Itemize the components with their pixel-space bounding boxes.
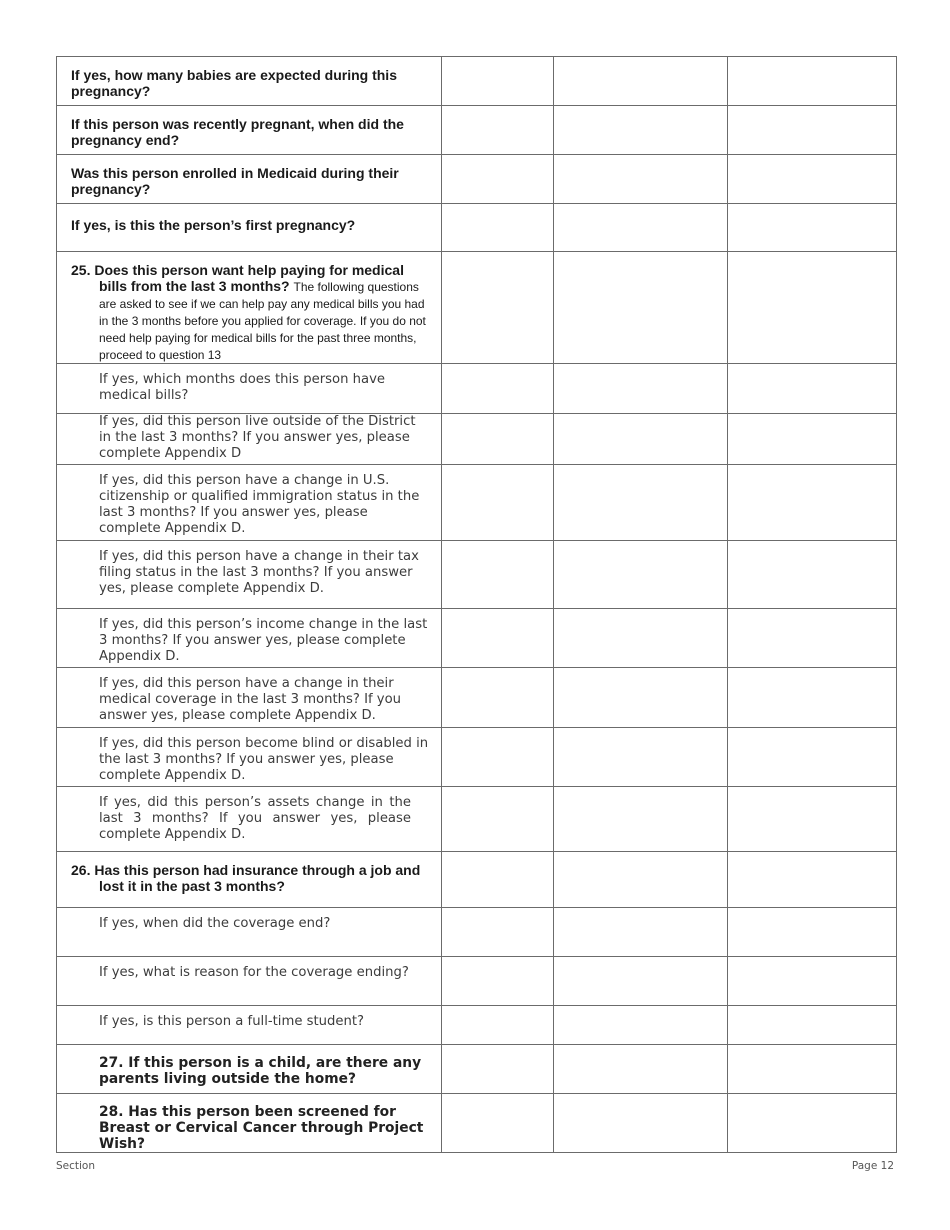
question-first-pregnancy: If yes, is this the person’s first pregnancy? bbox=[71, 217, 356, 233]
answer-cell[interactable] bbox=[554, 57, 728, 106]
answer-cell[interactable] bbox=[554, 465, 728, 541]
answer-cell[interactable] bbox=[728, 364, 897, 414]
answer-cell[interactable] bbox=[554, 364, 728, 414]
answer-cell[interactable] bbox=[728, 106, 897, 155]
table-row bbox=[57, 957, 897, 1006]
answer-cell[interactable] bbox=[554, 252, 728, 364]
answer-cell[interactable] bbox=[442, 106, 554, 155]
answer-cell[interactable] bbox=[442, 728, 554, 787]
answer-cell[interactable] bbox=[554, 957, 728, 1006]
question-blind-disabled: If yes, did this person become blind or disabled in the last 3 months? If you answer yes, please complete Appendix D. bbox=[99, 736, 429, 783]
answer-cell[interactable] bbox=[728, 465, 897, 541]
answer-cell[interactable] bbox=[442, 541, 554, 609]
question-25-medical-bills bbox=[57, 252, 441, 363]
table-row bbox=[57, 414, 897, 465]
footer-section-label: Section bbox=[56, 1160, 96, 1172]
table-row bbox=[57, 106, 897, 155]
answer-cell[interactable] bbox=[554, 155, 728, 204]
answer-cell[interactable] bbox=[728, 414, 897, 465]
answer-cell[interactable] bbox=[728, 668, 897, 728]
answer-cell[interactable] bbox=[442, 609, 554, 668]
answer-cell[interactable] bbox=[442, 204, 554, 252]
answer-cell[interactable] bbox=[554, 414, 728, 465]
question-citizenship-change: If yes, did this person have a change in U.S. citizenship or qualified immigration status in the last 3 months? If you answer yes, please complete Appendix D. bbox=[99, 473, 420, 536]
answer-cell[interactable] bbox=[728, 541, 897, 609]
question-live-outside: If yes, did this person live outside of the District in the last 3 months? If you answer yes, please complete Appendix D bbox=[99, 414, 416, 461]
table-row bbox=[57, 668, 897, 728]
question-coverage-end: If yes, when did the coverage end? bbox=[99, 916, 331, 931]
table-row bbox=[57, 364, 897, 414]
question-coverage-change: If yes, did this person have a change in their medical coverage in the last 3 months? If you answer yes, please complete Appendix D. bbox=[99, 676, 402, 723]
answer-cell[interactable] bbox=[554, 609, 728, 668]
answer-cell[interactable] bbox=[554, 728, 728, 787]
table-row bbox=[57, 252, 897, 364]
question-babies-expected: If yes, how many babies are expected during this pregnancy? bbox=[71, 67, 397, 99]
answer-cell[interactable] bbox=[442, 908, 554, 957]
answer-cell[interactable] bbox=[728, 852, 897, 908]
answer-cell[interactable] bbox=[728, 1045, 897, 1094]
answer-cell[interactable] bbox=[442, 1006, 554, 1045]
question-28-project-wish: 28. Has this person been screened for Breast or Cervical Cancer through Project Wish? bbox=[99, 1104, 424, 1152]
question-medicaid-pregnancy: Was this person enrolled in Medicaid during their pregnancy? bbox=[71, 165, 399, 197]
question-25-body bbox=[71, 278, 427, 363]
table-row bbox=[57, 787, 897, 852]
question-tax-filing-change: If yes, did this person have a change in their tax filing status in the last 3 months? If you answer yes, please complete Appendix D. bbox=[99, 549, 419, 596]
table-row bbox=[57, 155, 897, 204]
answer-cell[interactable] bbox=[728, 609, 897, 668]
answer-cell[interactable] bbox=[728, 787, 897, 852]
answer-cell[interactable] bbox=[554, 106, 728, 155]
answer-cell[interactable] bbox=[442, 252, 554, 364]
answer-cell[interactable] bbox=[442, 414, 554, 465]
table-row bbox=[57, 728, 897, 787]
answer-cell[interactable] bbox=[442, 155, 554, 204]
answer-cell[interactable] bbox=[442, 668, 554, 728]
table-row bbox=[57, 1006, 897, 1045]
table-row bbox=[57, 465, 897, 541]
question-25-title-line2: bills from the last 3 months? bbox=[99, 278, 290, 294]
answer-cell[interactable] bbox=[442, 1045, 554, 1094]
question-assets-change: If yes, did this person’s assets change in the last 3 months? If you answer yes, please complete Appendix D. bbox=[99, 795, 411, 842]
answer-cell[interactable] bbox=[728, 204, 897, 252]
answer-cell[interactable] bbox=[554, 852, 728, 908]
answer-cell[interactable] bbox=[442, 1094, 554, 1153]
question-full-time-student: If yes, is this person a full-time student? bbox=[99, 1014, 365, 1029]
question-25-note: The following questions are asked to see if we can help pay any medical bills you had in the 3 months before you applied for coverage. If you do not need help paying for medical bills for the past three months, proceed to question 13 bbox=[99, 280, 426, 362]
answer-cell[interactable] bbox=[554, 1094, 728, 1153]
answer-cell[interactable] bbox=[442, 787, 554, 852]
answer-cell[interactable] bbox=[554, 541, 728, 609]
answer-cell[interactable] bbox=[728, 57, 897, 106]
answer-cell[interactable] bbox=[728, 908, 897, 957]
question-27-parents-outside: 27. If this person is a child, are there any parents living outside the home? bbox=[99, 1055, 422, 1087]
answer-cell[interactable] bbox=[442, 957, 554, 1006]
answer-cell[interactable] bbox=[554, 908, 728, 957]
table-row bbox=[57, 1045, 897, 1094]
table-row bbox=[57, 541, 897, 609]
answer-cell[interactable] bbox=[442, 57, 554, 106]
answer-cell[interactable] bbox=[442, 852, 554, 908]
table-row bbox=[57, 852, 897, 908]
question-coverage-reason: If yes, what is reason for the coverage ending? bbox=[99, 965, 409, 980]
answer-cell[interactable] bbox=[728, 1094, 897, 1153]
answer-cell[interactable] bbox=[554, 668, 728, 728]
answer-cell[interactable] bbox=[728, 1006, 897, 1045]
question-months-bills: If yes, which months does this person have medical bills? bbox=[99, 372, 385, 403]
question-pregnancy-end: If this person was recently pregnant, when did the pregnancy end? bbox=[71, 116, 404, 148]
table-row bbox=[57, 204, 897, 252]
form-table bbox=[56, 56, 897, 1153]
table-row bbox=[57, 1094, 897, 1153]
question-26-lost-insurance bbox=[57, 852, 441, 894]
question-income-change: If yes, did this person’s income change in the last 3 months? If you answer yes, please complete Appendix D. bbox=[99, 617, 428, 664]
answer-cell[interactable] bbox=[728, 957, 897, 1006]
answer-cell[interactable] bbox=[728, 252, 897, 364]
answer-cell[interactable] bbox=[554, 787, 728, 852]
answer-cell[interactable] bbox=[442, 364, 554, 414]
table-row bbox=[57, 609, 897, 668]
table-row bbox=[57, 908, 897, 957]
answer-cell[interactable] bbox=[728, 155, 897, 204]
question-25-title-line1: 25. Does this person want help paying for medical bbox=[71, 262, 404, 278]
answer-cell[interactable] bbox=[554, 204, 728, 252]
answer-cell[interactable] bbox=[728, 728, 897, 787]
answer-cell[interactable] bbox=[554, 1045, 728, 1094]
footer-page-number: Page 12 bbox=[851, 1160, 894, 1172]
answer-cell[interactable] bbox=[442, 465, 554, 541]
answer-cell[interactable] bbox=[554, 1006, 728, 1045]
table-row bbox=[57, 57, 897, 106]
question-26-title-line1: 26. Has this person had insurance through a job and bbox=[71, 862, 421, 878]
question-26-title-line2: lost it in the past 3 months? bbox=[99, 878, 285, 894]
